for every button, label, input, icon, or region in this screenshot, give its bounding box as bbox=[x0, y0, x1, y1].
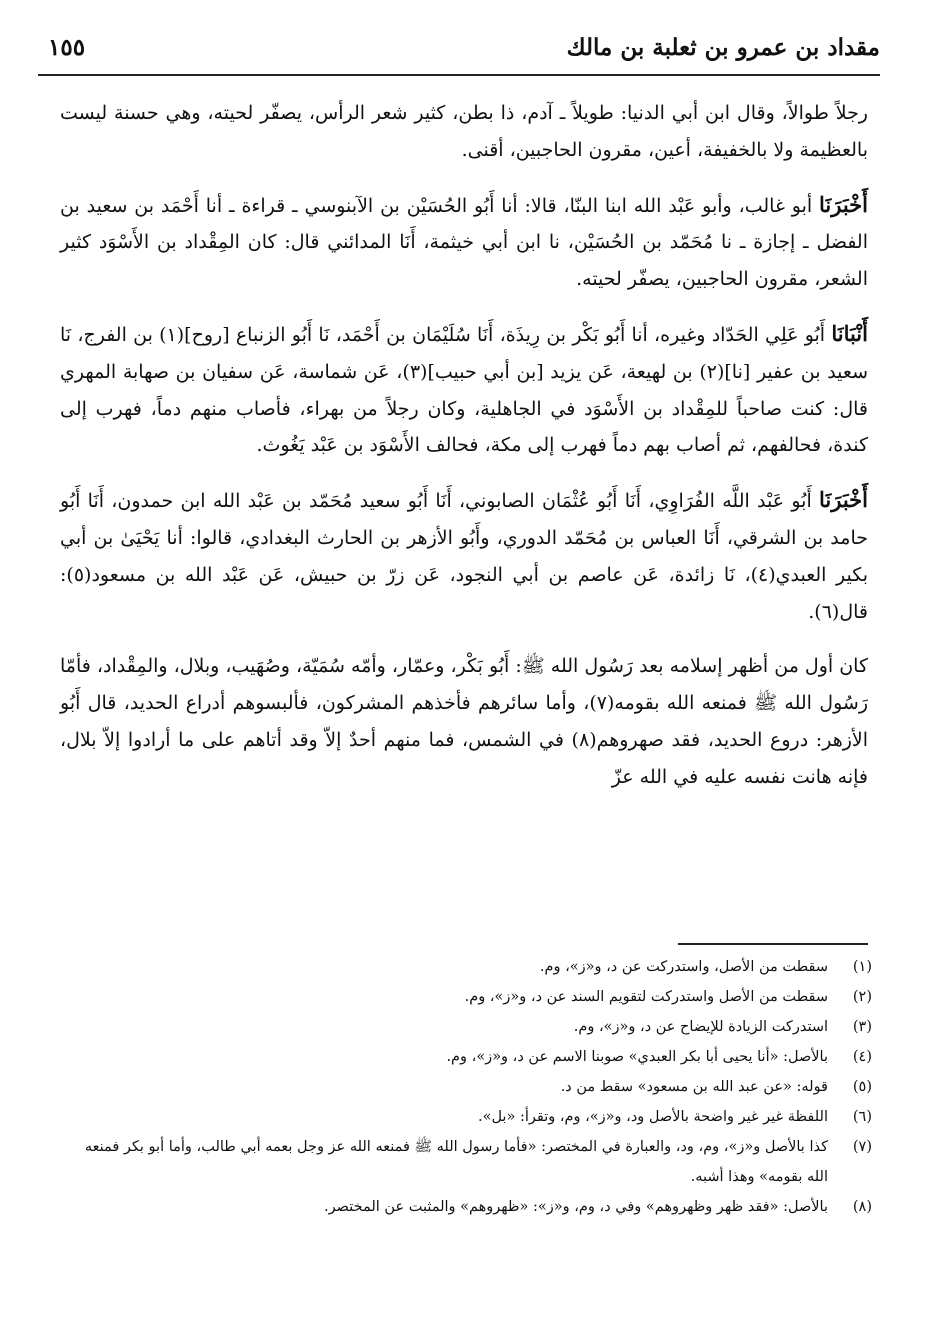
paragraph-4 bbox=[60, 482, 868, 630]
page-number: ١٥٥ bbox=[48, 34, 86, 61]
footnote bbox=[60, 982, 878, 1012]
page-header bbox=[38, 30, 880, 80]
running-title: مقداد بن عمرو بن ثعلبة بن مالك bbox=[566, 34, 880, 61]
footnote bbox=[60, 1042, 878, 1072]
footnote-rule bbox=[678, 943, 868, 945]
footnote-text: قوله: «عن عبد الله بن مسعود» سقط من د. bbox=[560, 1079, 828, 1095]
paragraph-4-text: أَبُو عَبْد اللَّه الفُرَاوِي، أَنَا أَبُو عُثْمَان الصابوني، أَنَا أَبُو سعيد مُحَمّد بن عَبْد الله ابن حمدون، أَنَا أَبُو حامد بن الشرقي، أَنَا العباس بن مُحَمّد الدوري، وأَبُو الأزهر بن الحارث البغدادي، قالوا: أنا يَحْيَىٰ بن أبي بكير العبدي(٤)، نَا زائدة، عَن عاصم بن أبي النجود، عَن زرّ بن حبيش، عَن عَبْد الله بن مسعود(٥): قال(٦). bbox=[60, 490, 868, 623]
footnote bbox=[60, 1132, 878, 1192]
footnote-text: كذا بالأصل و«ز»، وم، ود، والعبارة في المختصر: «فأما رسول الله ﷺ فمنعه الله عز وجل بعمه أبي طالب، وأما أبو بكر فمنعه الله بقومه» وهذا أشبه. bbox=[84, 1139, 828, 1185]
footnote-number: (٦) bbox=[852, 1109, 872, 1125]
footnote-text: بالأصل: «فقد ظهر وظهروهم» وفي د، وم، و«ز»: «ظهروهم» والمثبت عن المختصر. bbox=[324, 1199, 828, 1215]
paragraph-5: كان أول من أظهر إسلامه بعد رَسُول الله ﷺ: أَبُو بَكْر، وعمّار، وأمّه سُمَيّة، وصُهَيب، وبلال، والمِقْداد، فأمّا رَسُول الله ﷺ فمنعه الله بقومه(٧)، وأما سائرهم فأخذهم المشركون، فألبسوهم أدراع الحديد، قال أَبُو الأزهر: دروع الحديد، فقد صهروهم(٨) في الشمس، فما منهم أحدٌ إلاّ وقد أتاهم على ما أرادوا إلاّ بلال، فإنه هانت نفسه عليه في الله عزّ bbox=[60, 655, 868, 788]
paragraph-2-text: أبو غالب، وأبو عَبْد الله ابنا البنّا، قالا: أنا أَبُو الحُسَيْن بن الآبنوسي ـ قراءة ـ أنا أَحْمَد بن سعيد بن الفضل ـ إجازة ـ نا مُحَمّد بن الحُسَيْن، نا ابن أبي خيثمة، أَنَا المدائني قال: كان المِقْداد بن الأَسْوَد كثير الشعر، مقرون الحاجبين، يصفّر لحيته. bbox=[60, 194, 868, 291]
paragraph-3-text: أَبُو عَلِي الحَدّاد وغيره، أنا أَبُو بَكْر بن رِيذَة، أَنَا سُلَيْمَان بن أَحْمَد، نَا أَبُو الزنباع [روح](١) بن الفرج، نَا سعيد بن عفير [نا](٢) بن لهيعة، عَن يزيد [بن أبي حبيب](٣)، عَن شماسة، عَن سفيان بن صهابة المهري قال: كنت صاحباً للمِقْداد بن الأَسْوَد في الجاهلية، وكان رجلاً من بهراء، فأصاب منهم دماً، فهرب إلى كندة، فحالفهم، ثم أصاب بهم دماً فهرب إلى مكة، فحالف الأَسْوَد بن عَبْد يَغُوث. bbox=[60, 323, 868, 457]
footnote-number: (٥) bbox=[852, 1079, 872, 1095]
paragraph-3 bbox=[60, 316, 868, 464]
paragraph-4-keyword: أَخْبَرَنَا bbox=[819, 487, 868, 513]
footnote bbox=[60, 1012, 878, 1042]
footnote bbox=[60, 952, 878, 982]
main-text bbox=[60, 95, 868, 814]
footnote bbox=[60, 1072, 878, 1102]
footnote-text: سقطت من الأصل، واستدركت عن د، و«ز»، وم. bbox=[539, 959, 828, 975]
footnote bbox=[60, 1102, 878, 1132]
footnote-text: سقطت من الأصل واستدركت لتقويم السند عن د، و«ز»، وم. bbox=[464, 989, 828, 1005]
paragraph-1: رجلاً طوالاً، وقال ابن أبي الدنيا: طويلاً ـ آدم، ذا بطن، كثير شعر الرأس، يصفّر لحيته، وهي حسنة ليست بالعظيمة ولا بالخفيفة، أعين، مقرون الحاجبين، أقنى. bbox=[60, 102, 868, 161]
paragraph-2 bbox=[60, 187, 868, 298]
paragraph-3-keyword: أَنْبَانَا bbox=[831, 320, 868, 346]
footnote-number: (٢) bbox=[852, 989, 872, 1005]
footnotes bbox=[60, 952, 878, 1222]
footnote-number: (١) bbox=[852, 959, 872, 975]
footnote-text: اللفظة غير غير واضحة بالأصل ود، و«ز»، وم، وتقرأ: «بل». bbox=[477, 1109, 828, 1125]
paragraph-2-keyword: أَخْبَرَنَا bbox=[819, 191, 868, 217]
header-rule bbox=[38, 74, 880, 76]
footnote-text: استدركت الزيادة للإيضاح عن د، و«ز»، وم. bbox=[573, 1019, 828, 1035]
footnote-number: (٨) bbox=[852, 1199, 872, 1215]
footnote-number: (٧) bbox=[852, 1139, 872, 1155]
footnote bbox=[60, 1192, 878, 1222]
footnote-text: بالأصل: «أنا يحيى أبا بكر العبدي» صوبنا الاسم عن د، و«ز»، وم. bbox=[446, 1049, 828, 1065]
footnote-number: (٣) bbox=[852, 1019, 872, 1035]
footnote-number: (٤) bbox=[852, 1049, 872, 1065]
